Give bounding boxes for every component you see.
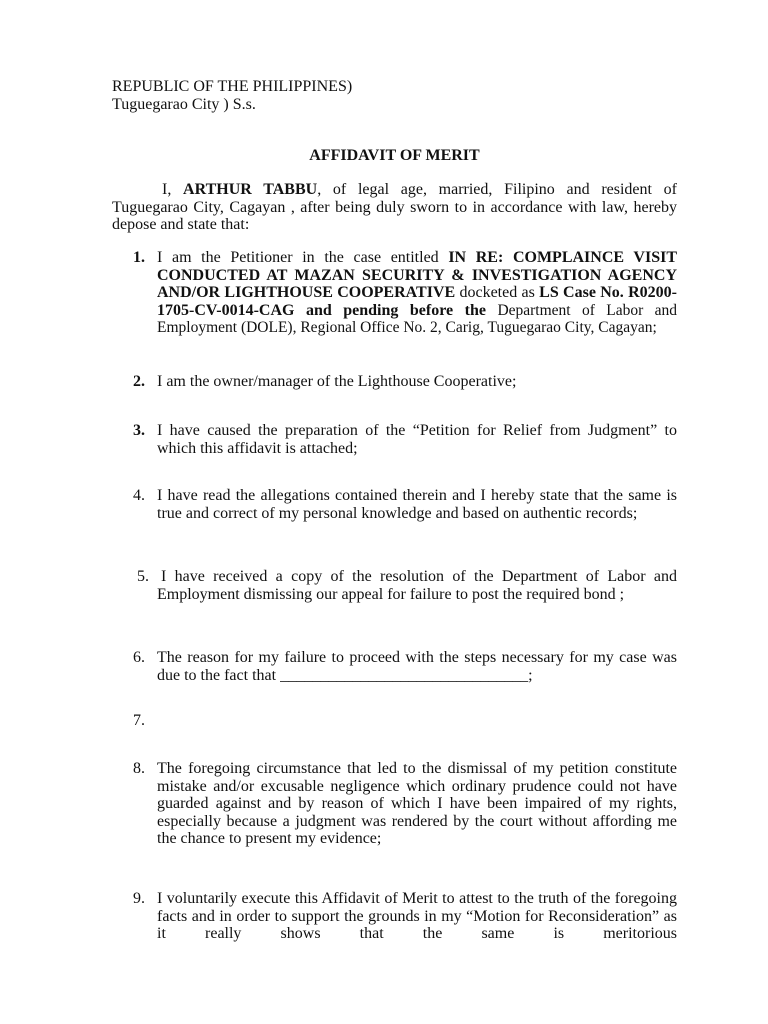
list-item-6: The reason for my failure to proceed with the steps necessary for my case was due to the fact that _______________________________; [157,649,677,684]
item-number: 6. [133,649,145,666]
item-number: 8. [133,760,145,777]
list-item-4: I have read the allegations contained therein and I hereby state that the same is true and correct of my personal knowledge and based on authentic records; [157,487,677,522]
item-1-text-a: I am the Petitioner in the case entitled [157,249,449,266]
intro-rest: , of legal age, married, Filipino and resident of Tuguegarao City, Cagayan , after being duly sworn to in accordance with law, hereby depose and state that: [112,181,678,233]
venue-line-city: Tuguegarao City ) S.s. [112,96,256,113]
list-item-3: I have caused the preparation of the “Petition for Relief from Judgment” to which this affidavit is attached; [157,422,677,457]
venue-line-republic: REPUBLIC OF THE PHILIPPINES) [112,78,353,95]
list-item-9: I voluntarily execute this Affidavit of Merit to attest to the truth of the foregoing facts and in order to support the grounds in my “Motion for Reconsideration” as it really shows that the same is meritorious [157,890,677,942]
agency-name: Department of Labor and Employment (DOLE), Regional Office No. 2, Carig, Tuguegarao City, Cagayan; [157,301,677,336]
item-number: 1. [133,249,145,266]
item-number: 9. [133,890,145,907]
document-title: AFFIDAVIT OF MERIT [309,147,480,164]
intro-paragraph [112,181,677,234]
case-number: LS Case No. R0200-1705-CV-0014-CAG [157,284,677,319]
item-1-text-c: and pending before the [294,301,498,319]
item-number: 7. [133,712,145,729]
affiant-name: ARTHUR TABBU [183,181,318,198]
case-title: IN RE: COMPLAINCE VISIT CONDUCTED AT MAZAN SECURITY & INVESTIGATION AGENCY AND/OR LIGHTHOUSE COOPERATIVE [157,249,678,301]
item-number: 3. [133,422,145,439]
list-item-2: I am the owner/manager of the Lighthouse Cooperative; [157,373,517,390]
item-1-text-b: docketed as [455,284,540,301]
intro-lead: I, [162,181,184,198]
item-number: 5. [137,568,149,585]
list-item-8: The foregoing circumstance that led to the dismissal of my petition constitute mistake and/or excusable negligence which ordinary prudence could not have guarded against and by reason of which I have been impaired of my rights, especially because a judgment was rendered by the court without affording me the chance to present my evidence; [157,760,677,847]
list-item-1 [157,249,677,337]
item-number: 2. [133,373,145,390]
list-item-5: I have received a copy of the resolution of the Department of Labor and Employment dismissing our appeal for failure to post the required bond ; [157,568,677,603]
item-number: 4. [133,487,145,504]
